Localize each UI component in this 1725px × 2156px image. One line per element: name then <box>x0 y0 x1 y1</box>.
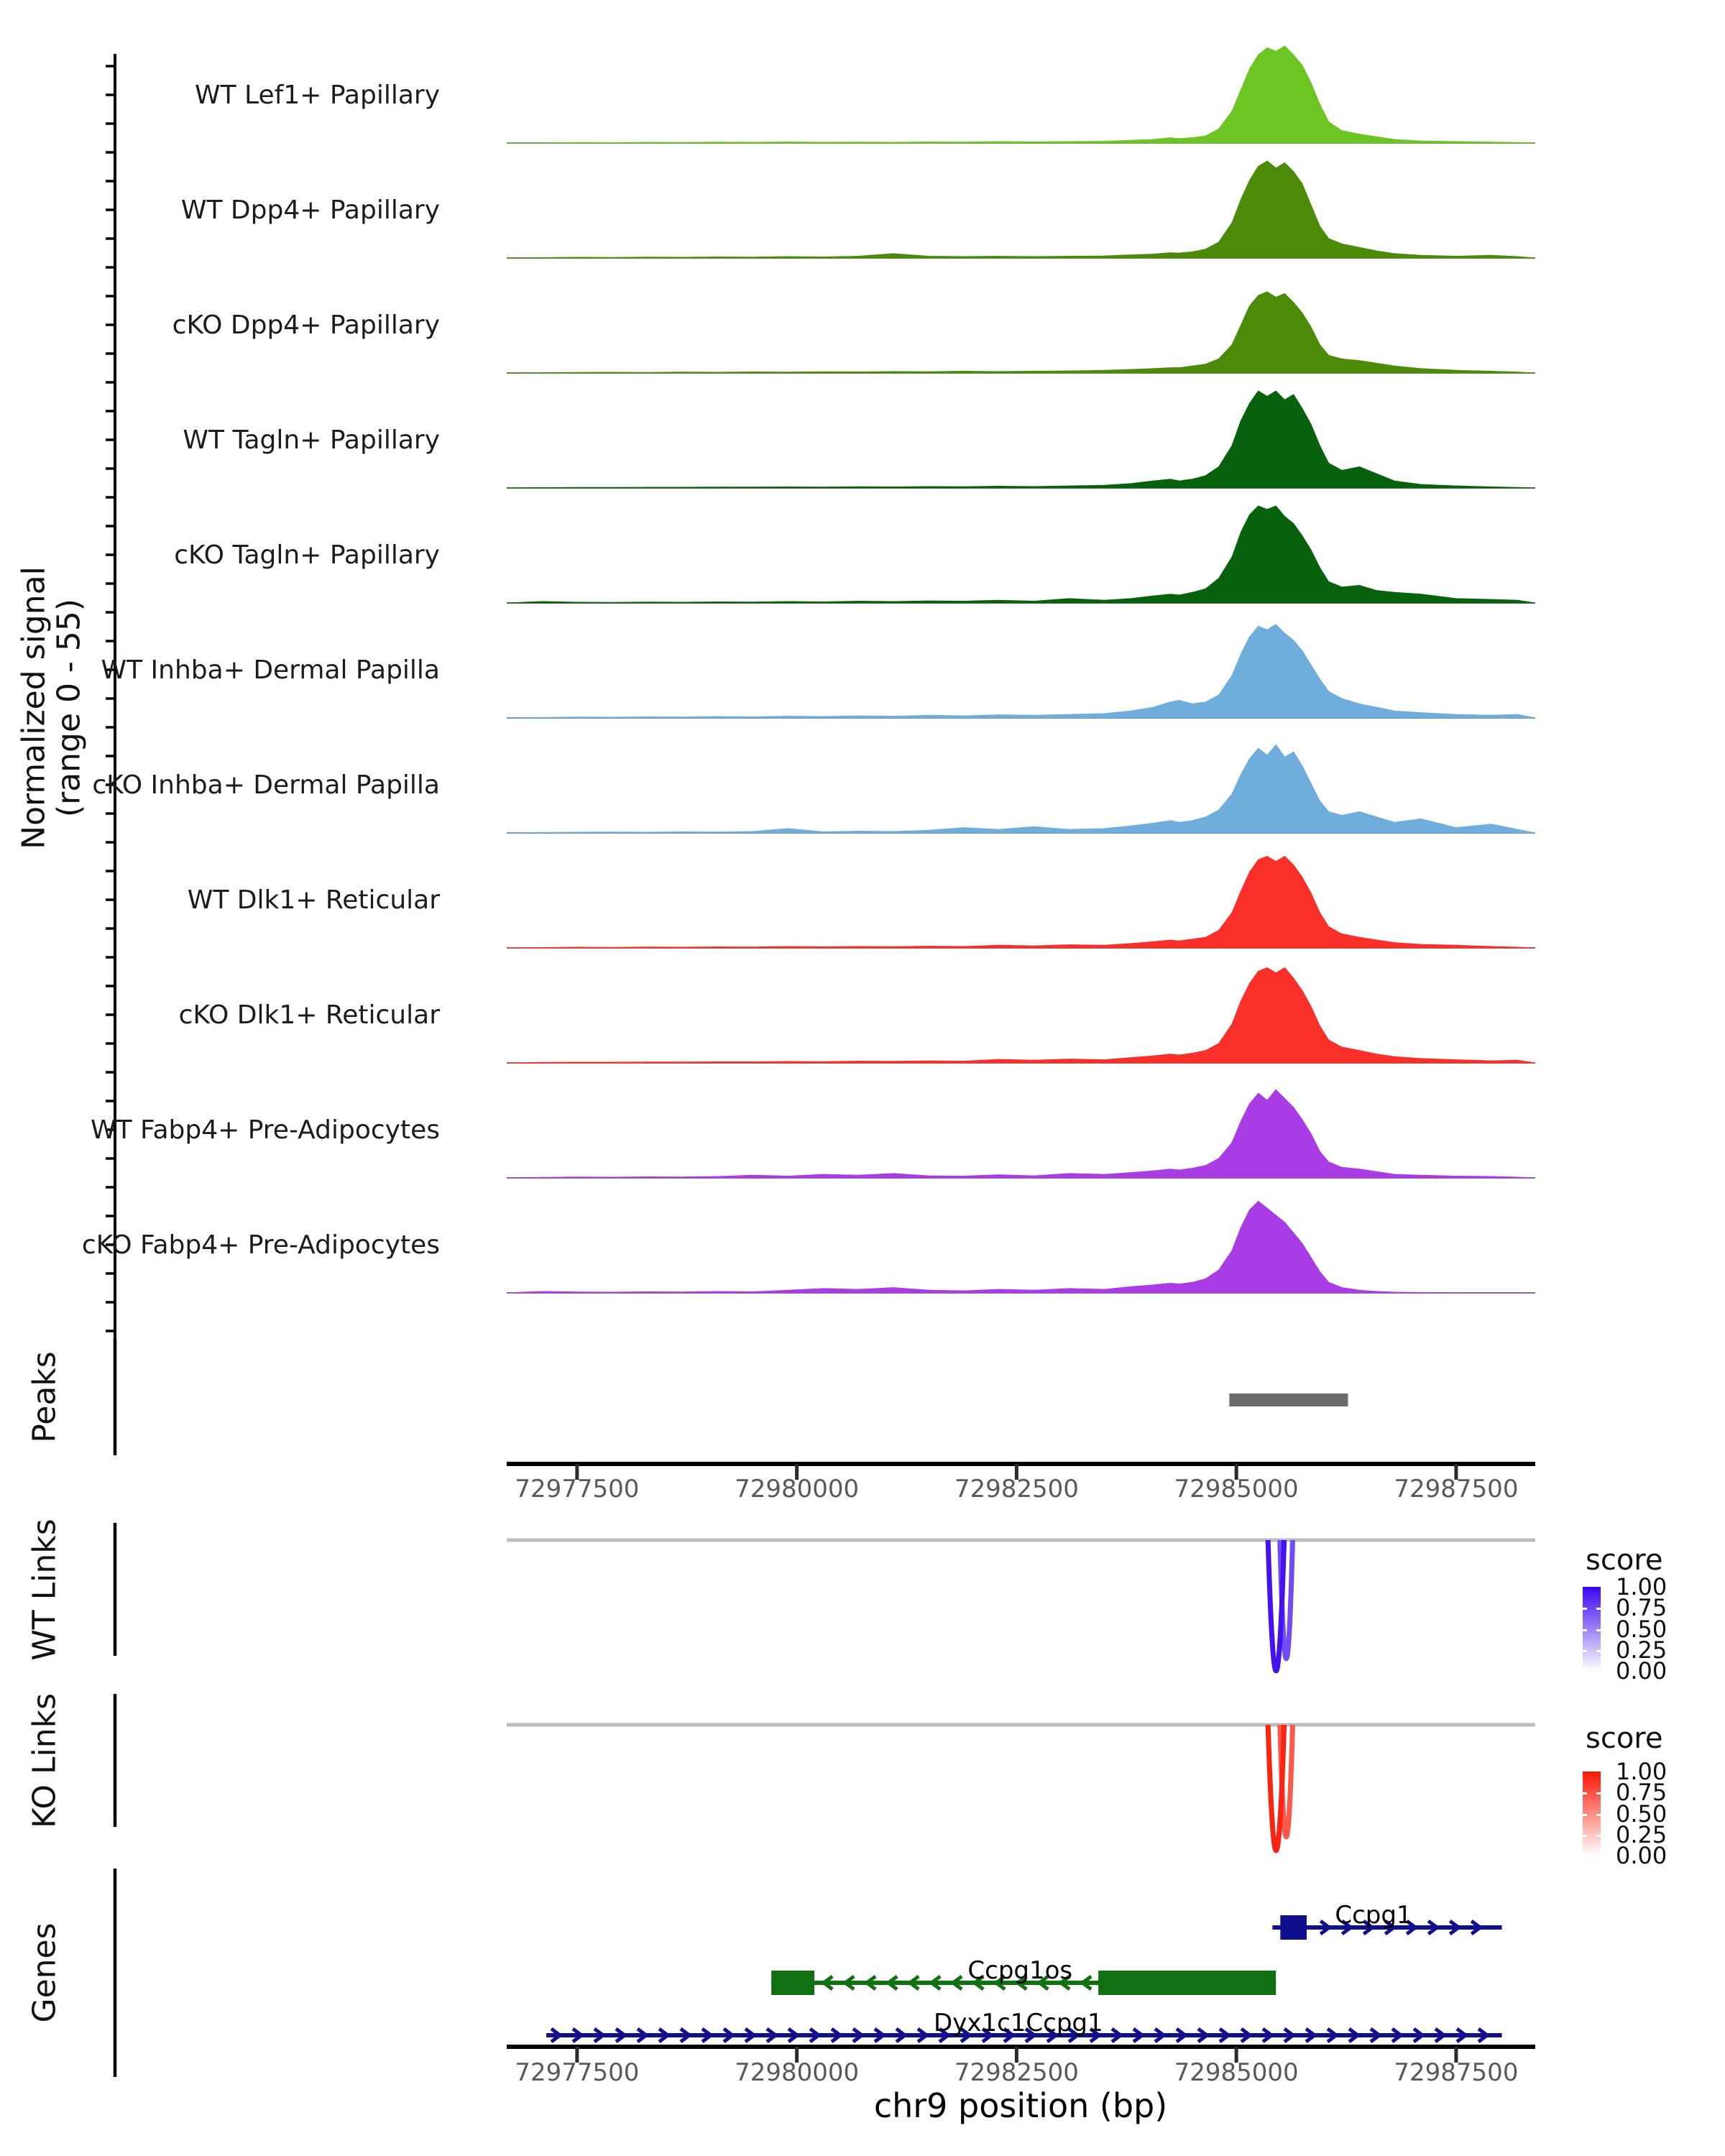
score-legend-value: 0.75 <box>1616 1779 1668 1807</box>
score-legend-tick <box>1583 1792 1587 1795</box>
track-area <box>507 506 1535 603</box>
link-arc <box>1268 1725 1284 1851</box>
track-area <box>507 391 1535 488</box>
x-axis-title: chr9 position (bp) <box>873 2086 1168 2125</box>
track-area <box>507 1089 1535 1178</box>
gene-exon <box>771 1971 814 1995</box>
ko-score-legend-title: score <box>1586 1722 1663 1755</box>
track-area <box>507 46 1535 143</box>
signal-y-axis-label-line2: (range 0 - 55) <box>51 598 88 818</box>
signal-track-3 <box>507 391 1535 488</box>
gene-label-Dyx1c1Ccpg1: Dyx1c1Ccpg1 <box>934 2009 1103 2037</box>
gene-exon <box>1280 1915 1307 1940</box>
track-label-0: WT Lef1+ Papillary <box>195 80 440 110</box>
wt-links-panel <box>507 1540 1535 1671</box>
score-legend-tick <box>1596 1814 1601 1816</box>
score-legend-value: 0.75 <box>1616 1594 1668 1622</box>
score-legend-tick <box>1596 1792 1601 1795</box>
signal-y-axis-label-line1: Normalized signal <box>15 566 52 849</box>
track-label-3: WT Tagln+ Papillary <box>183 425 440 455</box>
gene-label-Ccpg1os: Ccpg1os <box>967 1956 1073 1985</box>
genome-axis-tick-label: 72980000 <box>735 1475 860 1503</box>
genome-axis-tick-label: 72982500 <box>954 1475 1079 1503</box>
score-legend-value: 0.00 <box>1616 1842 1668 1869</box>
track-area <box>507 161 1535 258</box>
score-legend-value: 0.50 <box>1616 1800 1668 1828</box>
genome-axis-tick-label: 72985000 <box>1174 2058 1299 2087</box>
signal-y-axis-label <box>17 566 88 849</box>
genes-section-label: Genes <box>26 1922 63 2023</box>
track-area <box>507 1201 1535 1293</box>
wt-score-legend-title: score <box>1586 1544 1663 1577</box>
signal-track-1 <box>507 161 1535 258</box>
gene-exon <box>1098 1971 1276 1995</box>
score-legend-tick <box>1583 1629 1587 1631</box>
wt-links-section-label: WT Links <box>26 1519 63 1661</box>
signal-y-axis <box>106 54 115 1351</box>
track-label-6: cKO Inhba+ Dermal Papilla <box>92 770 440 800</box>
signal-track-2 <box>507 292 1535 373</box>
link-arc <box>1268 1540 1284 1671</box>
track-area <box>507 292 1535 373</box>
track-label-4: cKO Tagln+ Papillary <box>174 540 440 570</box>
score-legend-value: 0.00 <box>1616 1657 1668 1685</box>
score-legend-tick <box>1583 1608 1587 1610</box>
score-legend-tick <box>1596 1835 1601 1837</box>
score-legend-value: 0.25 <box>1616 1636 1668 1664</box>
track-area <box>507 968 1535 1064</box>
score-legend-tick <box>1583 1814 1587 1816</box>
peaks-section-label: Peaks <box>26 1351 63 1443</box>
signal-track-7 <box>507 856 1535 948</box>
signal-track-0 <box>507 46 1535 143</box>
track-label-10: cKO Fabp4+ Pre-Adipocytes <box>81 1230 440 1260</box>
genome-axis-tick-label: 72977500 <box>515 1475 640 1503</box>
signal-track-10 <box>507 1201 1535 1293</box>
score-legend-value: 0.50 <box>1616 1615 1668 1643</box>
signal-track-4 <box>507 506 1535 603</box>
genome-axis-tick-label: 72980000 <box>735 2058 860 2087</box>
score-legend-tick <box>1583 1835 1587 1837</box>
score-legend-value: 1.00 <box>1616 1573 1668 1600</box>
signal-track-8 <box>507 968 1535 1064</box>
score-legend-value: 0.25 <box>1616 1820 1668 1848</box>
score-legend-tick <box>1583 1650 1587 1652</box>
genome-axis-tick-label: 72977500 <box>515 2058 640 2087</box>
track-label-9: WT Fabp4+ Pre-Adipocytes <box>91 1115 440 1145</box>
peak-interval-bar <box>1229 1393 1348 1406</box>
score-legend-tick <box>1596 1608 1601 1610</box>
genome-axis-tick-label: 72987500 <box>1394 2058 1519 2087</box>
track-area <box>507 745 1535 833</box>
genome-axis-tick-label: 72985000 <box>1174 1475 1299 1503</box>
track-label-1: WT Dpp4+ Papillary <box>180 195 440 225</box>
genome-axis-tick-label: 72987500 <box>1394 1475 1519 1503</box>
gene-label-Ccpg1: Ccpg1 <box>1335 1901 1412 1930</box>
ko-links-section-label: KO Links <box>26 1692 63 1829</box>
genome-axis-tick-label: 72982500 <box>954 2058 1079 2087</box>
ko-links-panel <box>507 1725 1535 1851</box>
track-label-8: cKO Dlk1+ Reticular <box>178 1000 440 1030</box>
score-legend-tick <box>1596 1650 1601 1652</box>
signal-track-5 <box>507 625 1535 718</box>
signal-track-9 <box>507 1089 1535 1178</box>
signal-track-6 <box>507 745 1535 833</box>
track-label-5: WT Inhba+ Dermal Papilla <box>101 655 440 685</box>
score-legend-tick <box>1596 1629 1601 1631</box>
track-area <box>507 856 1535 948</box>
score-legend-value: 1.00 <box>1616 1758 1668 1785</box>
track-label-7: WT Dlk1+ Reticular <box>187 885 440 915</box>
track-area <box>507 625 1535 718</box>
track-label-2: cKO Dpp4+ Papillary <box>172 310 440 340</box>
